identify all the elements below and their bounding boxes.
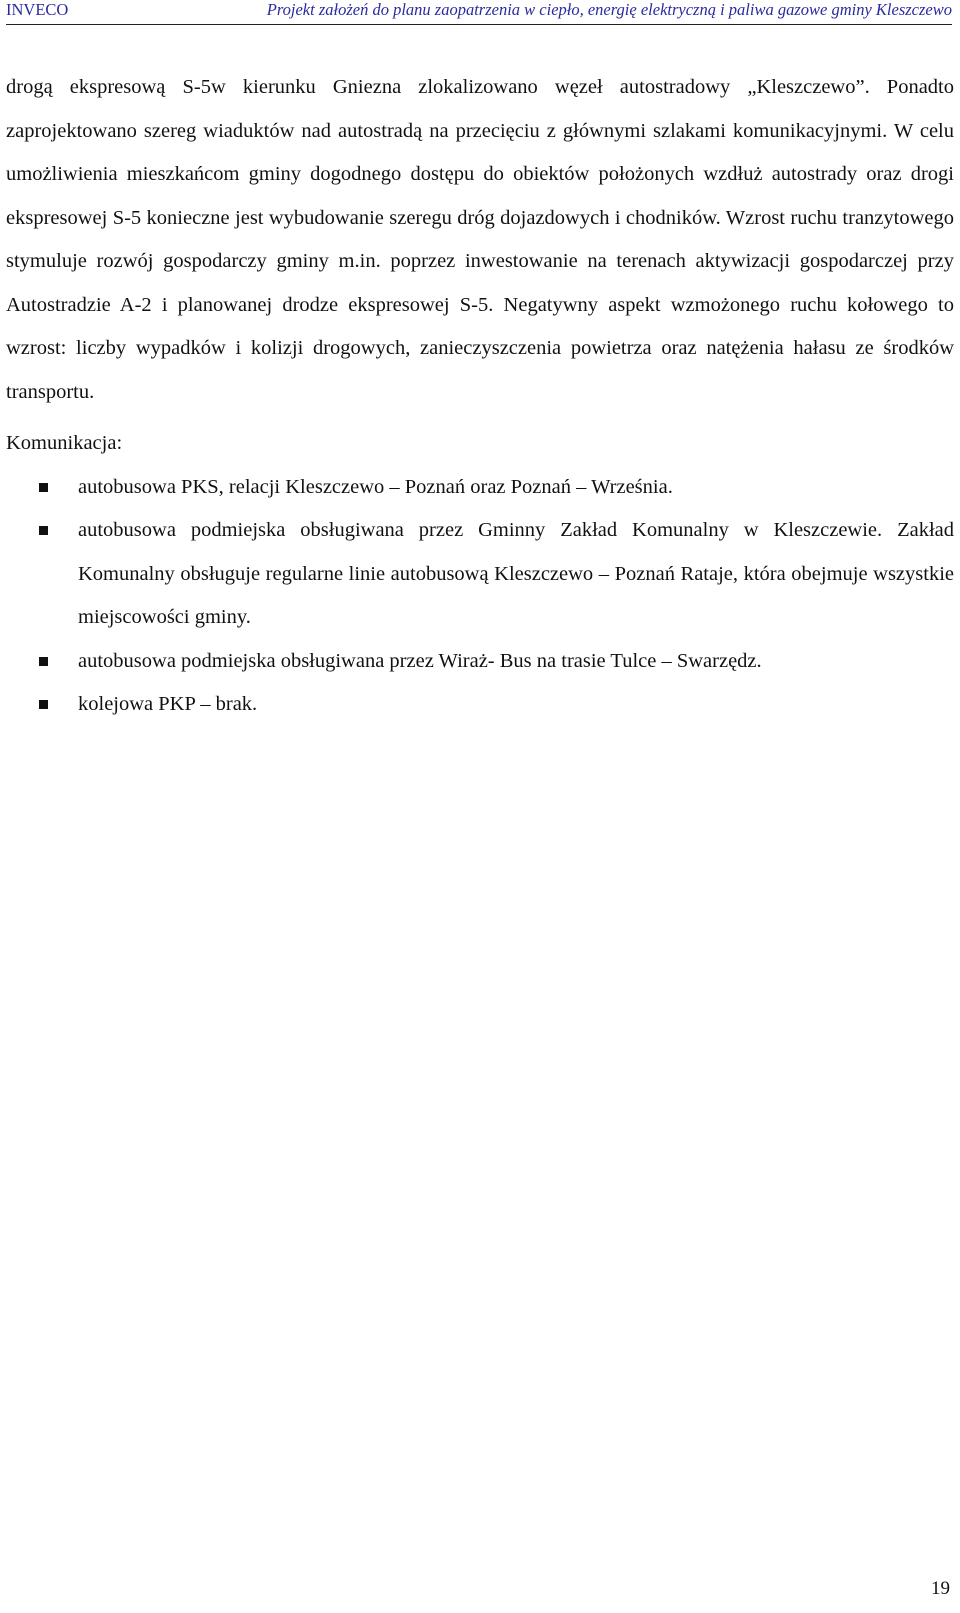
list-item-text: autobusowa podmiejska obsługiwana przez Wiraż- Bus na trasie Tulce – Swarzędz.: [78, 649, 762, 672]
list-item-text: autobusowa PKS, relacji Kleszczewo – Poznań oraz Poznań – Września.: [78, 475, 673, 498]
list-item-text: autobusowa podmiejska obsługiwana przez Gminny Zakład Komunalny w Kleszczewie. Zakład Komunalny obsługuje regularne linie autobusową Kleszczewo – Poznań Rataje, która obejmuje wszystkie miejscowości gminy.: [78, 519, 954, 628]
list-item: [6, 640, 954, 684]
page-number: 19: [931, 1578, 950, 1599]
header-company: INVECO: [6, 0, 69, 19]
list-item: [6, 466, 954, 510]
list-item-text: kolejowa PKP – brak.: [78, 693, 258, 715]
list-item: [6, 683, 954, 727]
transport-list: [6, 466, 954, 727]
section-label-komunikacja: Komunikacja:: [6, 432, 123, 454]
header-document-title: Projekt założeń do planu zaopatrzenia w ciepło, energię elektryczną i paliwa gazowe gminy Kleszczewo: [266, 0, 952, 19]
square-bullet-icon: [39, 526, 48, 535]
document-body: [6, 66, 954, 727]
page-header: [6, 0, 952, 25]
square-bullet-icon: [39, 657, 48, 666]
square-bullet-icon: [39, 700, 48, 709]
square-bullet-icon: [39, 483, 48, 492]
body-paragraph: drogą ekspresową S-5w kierunku Gniezna zlokalizowano węzeł autostradowy „Kleszczewo”. Ponadto zaprojektowano szereg wiaduktów nad autostradą na przecięciu z głównymi szlakami komunikacyjnymi. W celu umożliwienia mieszkańcom gminy dogodnego dostępu do obiektów położonych wzdłuż autostrady oraz drogi ekspresowej S-5 konieczne jest wybudowanie szeregu dróg dojazdowych i chodników. Wzrost ruchu tranzytowego stymuluje rozwój gospodarczy gminy m.in. poprzez inwestowanie na terenach aktywizacji gospodarczej przy Autostradzie A-2 i planowanej drodze ekspresowej S-5. Negatywny aspekt wzmożonego ruchu kołowego to wzrost: liczby wypadków i kolizji drogowych, zanieczyszczenia powietrza oraz natężenia hałasu ze środków transportu.: [6, 76, 954, 403]
list-item: [6, 509, 954, 640]
